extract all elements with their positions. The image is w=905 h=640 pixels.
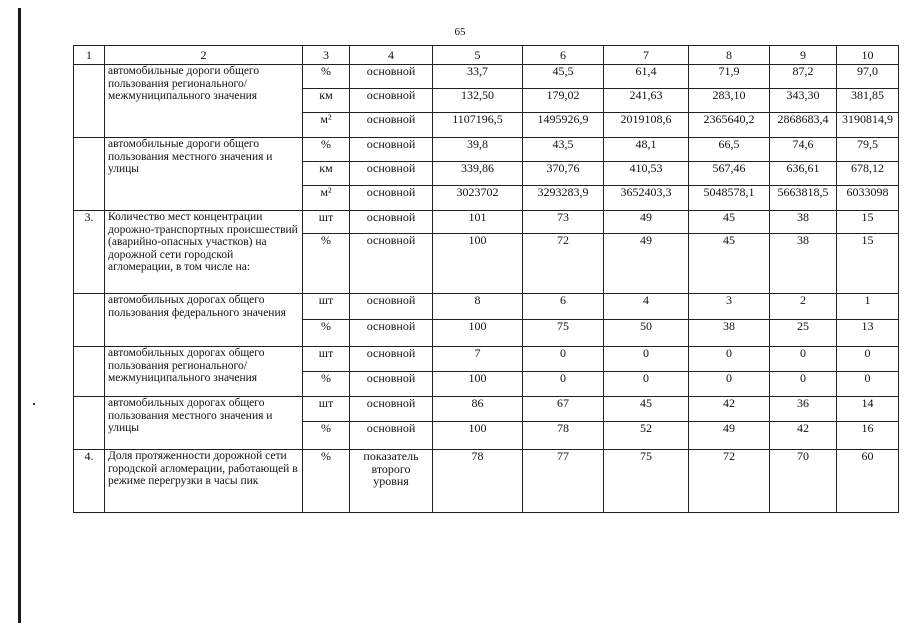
row-index xyxy=(74,347,105,397)
value-cell: 100 xyxy=(433,422,523,450)
value-cell: 2019108,6 xyxy=(604,113,689,138)
value-cell: 6033098 xyxy=(837,186,899,211)
value-cell: 86 xyxy=(433,397,523,422)
value-cell: 49 xyxy=(689,422,770,450)
value-cell: 13 xyxy=(837,320,899,347)
value-cell: 3293283,9 xyxy=(523,186,604,211)
value-cell: 72 xyxy=(523,234,604,294)
value-cell: 36 xyxy=(770,397,837,422)
value-cell: 77 xyxy=(523,450,604,513)
binding-edge-line xyxy=(18,8,21,623)
type-cell: основной xyxy=(350,138,433,162)
value-cell: 7 xyxy=(433,347,523,372)
unit-cell: км xyxy=(303,89,350,113)
value-cell: 38 xyxy=(770,211,837,234)
unit-cell: шт xyxy=(303,347,350,372)
value-cell: 100 xyxy=(433,234,523,294)
indicator-label: Количество мест концентрации дорожно-транспортных происшествий (аварийно-опасных участков) на дорожной сети городской агломерации, в том числе на: xyxy=(105,211,303,294)
value-cell: 678,12 xyxy=(837,162,899,186)
value-cell: 132,50 xyxy=(433,89,523,113)
value-cell: 0 xyxy=(523,347,604,372)
unit-cell: % xyxy=(303,234,350,294)
header-cell: 3 xyxy=(303,46,350,65)
type-cell: основной xyxy=(350,65,433,89)
table-header-row xyxy=(74,46,899,65)
value-cell: 6 xyxy=(523,294,604,320)
header-cell: 6 xyxy=(523,46,604,65)
value-cell: 2868683,4 xyxy=(770,113,837,138)
header-cell: 7 xyxy=(604,46,689,65)
value-cell: 78 xyxy=(523,422,604,450)
value-cell: 100 xyxy=(433,372,523,397)
unit-cell: шт xyxy=(303,397,350,422)
value-cell: 45,5 xyxy=(523,65,604,89)
value-cell: 45 xyxy=(604,397,689,422)
value-cell: 50 xyxy=(604,320,689,347)
unit-cell: м² xyxy=(303,113,350,138)
value-cell: 25 xyxy=(770,320,837,347)
value-cell: 66,5 xyxy=(689,138,770,162)
unit-cell: % xyxy=(303,450,350,513)
value-cell: 370,76 xyxy=(523,162,604,186)
type-cell: основной xyxy=(350,347,433,372)
value-cell: 0 xyxy=(689,347,770,372)
value-cell: 636,61 xyxy=(770,162,837,186)
value-cell: 72 xyxy=(689,450,770,513)
value-cell: 5663818,5 xyxy=(770,186,837,211)
row-index xyxy=(74,65,105,138)
header-cell: 5 xyxy=(433,46,523,65)
unit-cell: км xyxy=(303,162,350,186)
value-cell: 3 xyxy=(689,294,770,320)
value-cell: 48,1 xyxy=(604,138,689,162)
value-cell: 79,5 xyxy=(837,138,899,162)
value-cell: 2 xyxy=(770,294,837,320)
row-index xyxy=(74,397,105,450)
value-cell: 71,9 xyxy=(689,65,770,89)
header-cell: 8 xyxy=(689,46,770,65)
unit-cell: % xyxy=(303,372,350,397)
header-cell: 4 xyxy=(350,46,433,65)
value-cell: 42 xyxy=(689,397,770,422)
value-cell: 179,02 xyxy=(523,89,604,113)
type-cell: основной xyxy=(350,372,433,397)
row-index xyxy=(74,138,105,211)
value-cell: 75 xyxy=(523,320,604,347)
value-cell: 87,2 xyxy=(770,65,837,89)
table-row xyxy=(74,138,899,162)
type-cell: основной xyxy=(350,113,433,138)
scan-speck xyxy=(33,403,35,405)
value-cell: 567,46 xyxy=(689,162,770,186)
value-cell: 52 xyxy=(604,422,689,450)
type-cell: основной xyxy=(350,186,433,211)
unit-cell: м² xyxy=(303,186,350,211)
indicator-label: автомобильных дорогах общего пользования федерального значения xyxy=(105,294,303,347)
row-index: 3. xyxy=(74,211,105,294)
value-cell: 0 xyxy=(837,372,899,397)
type-cell: основной xyxy=(350,234,433,294)
value-cell: 45 xyxy=(689,234,770,294)
value-cell: 78 xyxy=(433,450,523,513)
type-cell: основной xyxy=(350,397,433,422)
value-cell: 33,7 xyxy=(433,65,523,89)
value-cell: 97,0 xyxy=(837,65,899,89)
value-cell: 49 xyxy=(604,211,689,234)
value-cell: 43,5 xyxy=(523,138,604,162)
value-cell: 0 xyxy=(604,372,689,397)
table-row xyxy=(74,397,899,422)
value-cell: 3190814,9 xyxy=(837,113,899,138)
indicator-table xyxy=(73,45,899,513)
value-cell: 3023702 xyxy=(433,186,523,211)
indicator-label: автомобильные дороги общего пользования регионального/ межмуниципального значения xyxy=(105,65,303,138)
value-cell: 75 xyxy=(604,450,689,513)
header-cell: 9 xyxy=(770,46,837,65)
table-row xyxy=(74,450,899,513)
value-cell: 0 xyxy=(523,372,604,397)
table-row xyxy=(74,211,899,234)
value-cell: 42 xyxy=(770,422,837,450)
header-cell: 2 xyxy=(105,46,303,65)
value-cell: 70 xyxy=(770,450,837,513)
value-cell: 1495926,9 xyxy=(523,113,604,138)
value-cell: 14 xyxy=(837,397,899,422)
type-cell: основной xyxy=(350,422,433,450)
value-cell: 4 xyxy=(604,294,689,320)
value-cell: 283,10 xyxy=(689,89,770,113)
indicator-label: автомобильных дорогах общего пользования местного значения и улицы xyxy=(105,397,303,450)
table-row xyxy=(74,347,899,372)
value-cell: 241,63 xyxy=(604,89,689,113)
indicator-label: автомобильных дорогах общего пользования регионального/ межмуниципального значения xyxy=(105,347,303,397)
value-cell: 0 xyxy=(770,347,837,372)
indicator-label: Доля протяженности дорожной сети городской агломерации, работающей в режиме перегрузки в часы пик xyxy=(105,450,303,513)
unit-cell: шт xyxy=(303,294,350,320)
value-cell: 61,4 xyxy=(604,65,689,89)
value-cell: 5048578,1 xyxy=(689,186,770,211)
value-cell: 74,6 xyxy=(770,138,837,162)
unit-cell: % xyxy=(303,320,350,347)
value-cell: 343,30 xyxy=(770,89,837,113)
value-cell: 60 xyxy=(837,450,899,513)
row-index xyxy=(74,294,105,347)
value-cell: 0 xyxy=(604,347,689,372)
header-cell: 1 xyxy=(74,46,105,65)
value-cell: 73 xyxy=(523,211,604,234)
page-number: 65 xyxy=(454,26,466,38)
unit-cell: шт xyxy=(303,211,350,234)
type-cell: основной xyxy=(350,211,433,234)
row-index: 4. xyxy=(74,450,105,513)
value-cell: 1107196,5 xyxy=(433,113,523,138)
indicator-label: автомобильные дороги общего пользования местного значения и улицы xyxy=(105,138,303,211)
type-cell: основной xyxy=(350,294,433,320)
unit-cell: % xyxy=(303,65,350,89)
value-cell: 39,8 xyxy=(433,138,523,162)
header-cell: 10 xyxy=(837,46,899,65)
value-cell: 100 xyxy=(433,320,523,347)
value-cell: 15 xyxy=(837,234,899,294)
value-cell: 67 xyxy=(523,397,604,422)
value-cell: 38 xyxy=(689,320,770,347)
type-cell: основной xyxy=(350,89,433,113)
table-row xyxy=(74,65,899,89)
value-cell: 0 xyxy=(689,372,770,397)
value-cell: 1 xyxy=(837,294,899,320)
table-row xyxy=(74,294,899,320)
value-cell: 101 xyxy=(433,211,523,234)
value-cell: 38 xyxy=(770,234,837,294)
type-cell: основной xyxy=(350,162,433,186)
value-cell: 0 xyxy=(837,347,899,372)
type-cell: основной xyxy=(350,320,433,347)
value-cell: 339,86 xyxy=(433,162,523,186)
value-cell: 16 xyxy=(837,422,899,450)
unit-cell: % xyxy=(303,422,350,450)
value-cell: 15 xyxy=(837,211,899,234)
value-cell: 0 xyxy=(770,372,837,397)
value-cell: 45 xyxy=(689,211,770,234)
value-cell: 49 xyxy=(604,234,689,294)
value-cell: 381,85 xyxy=(837,89,899,113)
value-cell: 410,53 xyxy=(604,162,689,186)
type-cell: показатель второго уровня xyxy=(350,450,433,513)
value-cell: 8 xyxy=(433,294,523,320)
value-cell: 3652403,3 xyxy=(604,186,689,211)
value-cell: 2365640,2 xyxy=(689,113,770,138)
unit-cell: % xyxy=(303,138,350,162)
